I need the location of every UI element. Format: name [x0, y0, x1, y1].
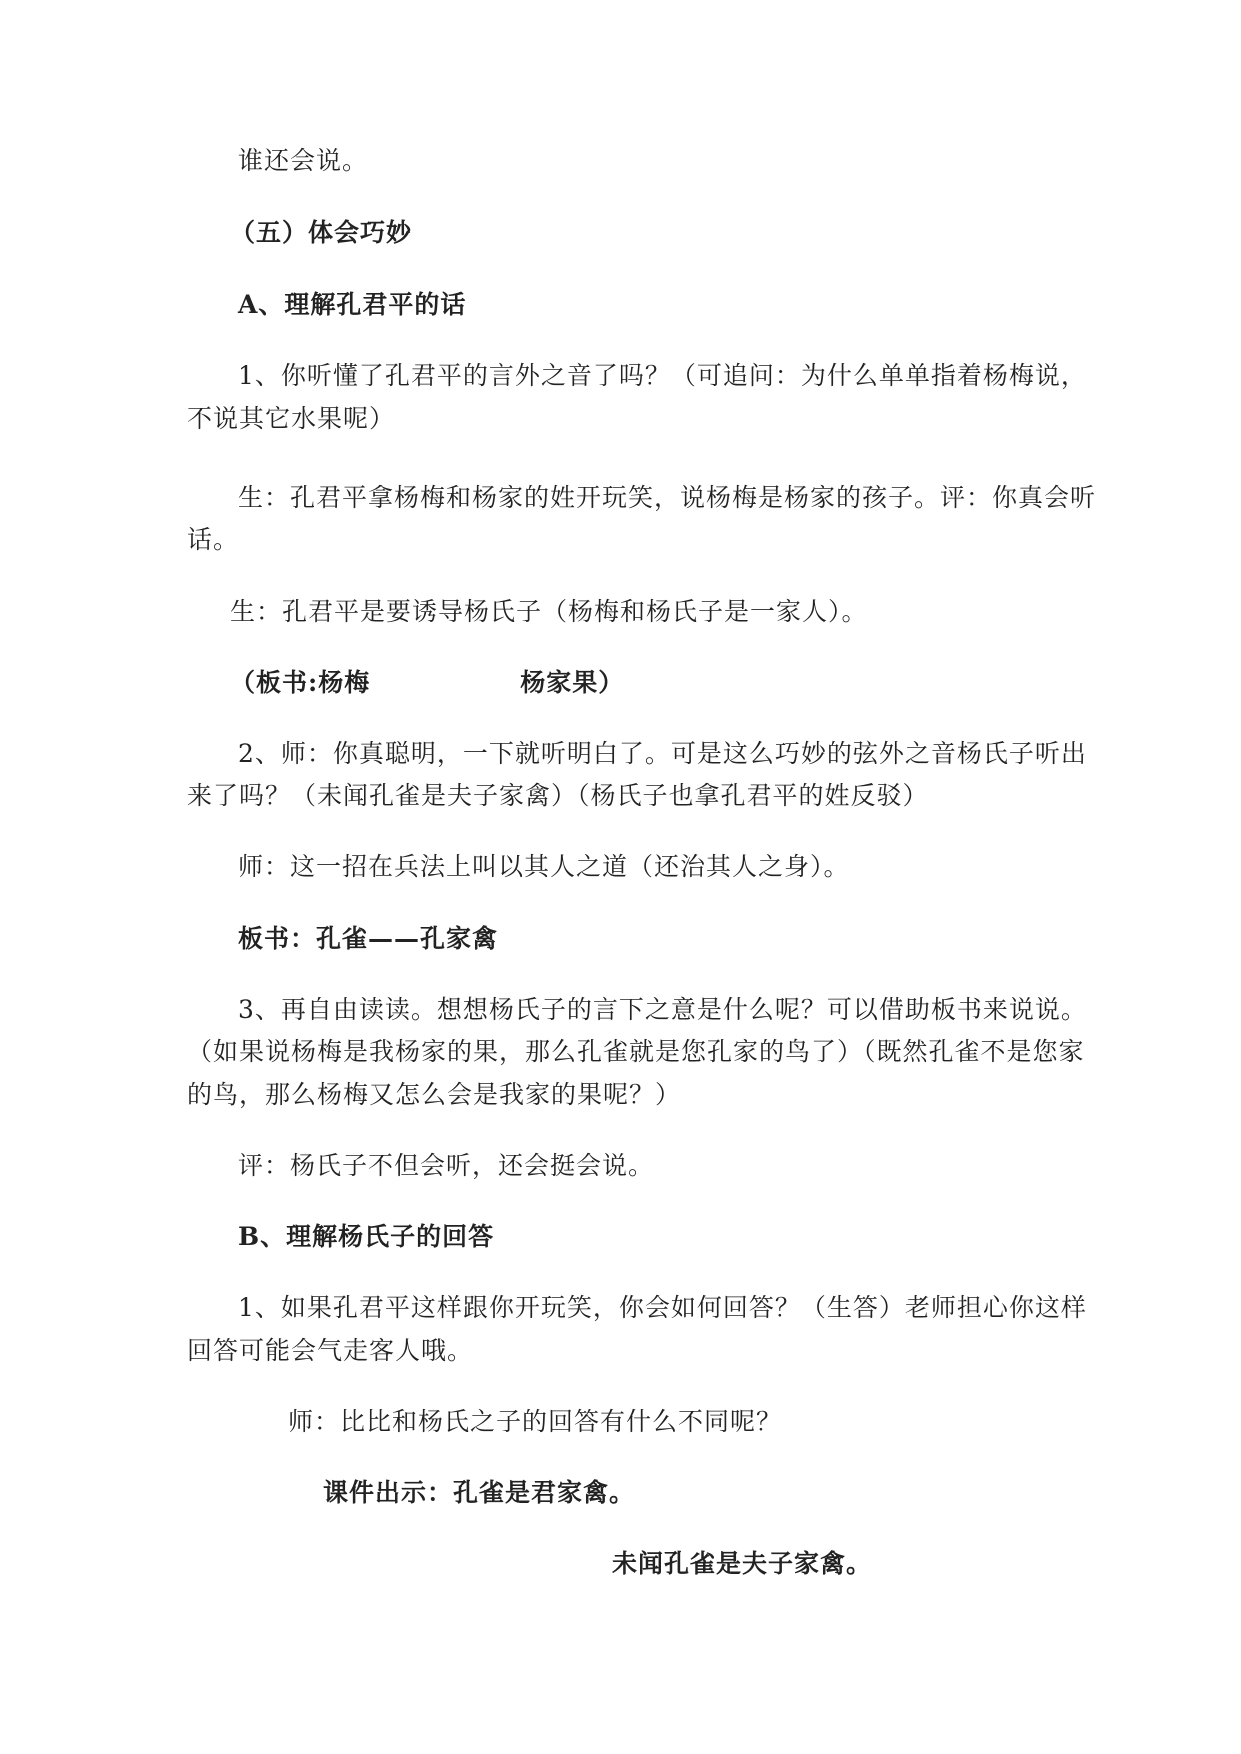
courseware-display: 课件出示：孔雀是君家禽。 — [323, 1478, 636, 1507]
text-line: 话。 — [187, 525, 240, 554]
text-line: 的鸟，那么杨梅又怎么会是我家的果呢？） — [187, 1080, 682, 1109]
board-note — [230, 668, 624, 698]
text-line: （如果说杨梅是我杨家的果，那么孔雀就是您孔家的鸟了）（既然孔雀不是您家 — [187, 1037, 1085, 1066]
text-line: 生：孔君平是要诱导杨氏子（杨梅和杨氏子是一家人）。 — [230, 597, 868, 626]
section-heading: （五）体会巧妙 — [230, 218, 413, 247]
text-line: 3、再自由读读。想想杨氏子的言下之意是什么呢？可以借助板书来说说。 — [238, 995, 1087, 1024]
text-line: 回答可能会气走客人哦。 — [187, 1336, 474, 1365]
text-line: 1、如果孔君平这样跟你开玩笑，你会如何回答？（生答）老师担心你这样 — [238, 1293, 1087, 1322]
subsection-heading: A、理解孔君平的话 — [238, 290, 467, 319]
text-line: 评：杨氏子不但会听，还会挺会说。 — [238, 1151, 655, 1180]
text-line: 来了吗？（未闻孔雀是夫子家禽）（杨氏子也拿孔君平的姓反驳） — [187, 781, 929, 810]
subsection-heading: B、理解杨氏子的回答 — [238, 1222, 495, 1251]
text-line: 2、师：你真聪明，一下就听明白了。可是这么巧妙的弦外之音杨氏子听出 — [238, 739, 1087, 768]
courseware-display-line-2: 未闻孔雀是夫子家禽。 — [612, 1549, 873, 1578]
text-line: 谁还会说。 — [238, 146, 369, 175]
text-line: 师：比比和杨氏之子的回答有什么不同呢？ — [288, 1407, 783, 1436]
text-line: 师：这一招在兵法上叫以其人之道（还治其人之身）。 — [238, 852, 850, 881]
text-line: 1、你听懂了孔君平的言外之音了吗？（可追问：为什么单单指着杨梅说， — [238, 361, 1087, 390]
board-note: 板书：孔雀——孔家禽 — [238, 924, 499, 953]
board-note-right: 杨家果） — [520, 668, 625, 697]
board-note-left: （板书:杨梅 — [230, 668, 371, 697]
text-line: 生：孔君平拿杨梅和杨家的姓开玩笑，说杨梅是杨家的孩子。评：你真会听 — [238, 483, 1097, 512]
text-line: 不说其它水果呢） — [187, 404, 396, 433]
